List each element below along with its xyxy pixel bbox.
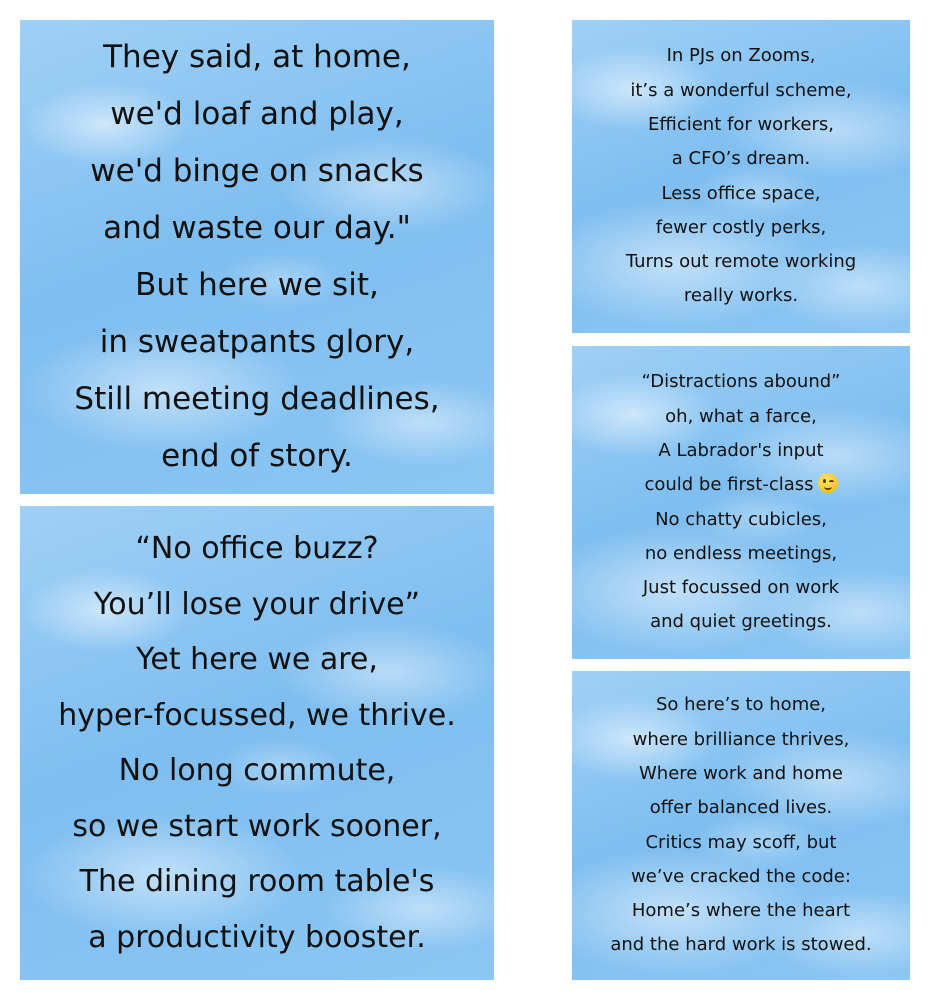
poem-line: Less office space, (661, 182, 821, 204)
poem-line: They said, at home, (103, 39, 411, 75)
poem-line: we’ve cracked the code: (631, 865, 851, 887)
poem-stanza (58, 521, 456, 965)
poem-line: Home’s where the heart (631, 900, 851, 922)
poem-line: Efficient for workers, (648, 113, 834, 135)
poem-line: end of story. (161, 438, 353, 474)
poem-panel-4 (572, 346, 910, 659)
poem-stanza (74, 29, 439, 485)
poem-panel-1 (20, 20, 494, 494)
poem-line: fewer costly perks, (655, 216, 827, 238)
poem-line: No chatty cubicles, (655, 508, 827, 530)
poem-line: we'd binge on snacks (90, 153, 424, 189)
poem-line: and the hard work is stowed. (610, 934, 872, 956)
poem-line: Critics may scoff, but (645, 831, 837, 853)
poem-line: offer balanced lives. (649, 797, 833, 819)
poem-line: and quiet greetings. (650, 611, 832, 633)
poem-line: Still meeting deadlines, (74, 381, 440, 417)
poem-line: Yet here we are, (136, 642, 378, 677)
poem-line: where brilliance thrives, (632, 728, 850, 750)
winking-face-icon (818, 473, 838, 493)
poem-line: But here we sit, (135, 267, 379, 303)
poem-line: Turns out remote working (625, 251, 857, 273)
poem-line: really works. (683, 285, 799, 307)
poem-line: a productivity booster. (88, 919, 426, 955)
poem-line-text: could be first-class (644, 474, 814, 496)
poem-line: hyper-focussed, we thrive. (58, 697, 456, 733)
poem-line: a CFO’s dream. (671, 148, 811, 170)
poem-line: You’ll lose your drive” (93, 586, 421, 622)
poem-panel-3 (572, 20, 910, 333)
poem-panel-2 (20, 506, 494, 980)
poem-line: it’s a wonderful scheme, (630, 79, 852, 101)
poem-line: Just focussed on work (642, 577, 840, 599)
poem-line: So here’s to home, (655, 694, 827, 716)
poem-line: so we start work sooner, (72, 808, 442, 844)
poem-panel-5 (572, 671, 910, 980)
poem-stanza (610, 688, 871, 962)
poem-line: In PJs on Zooms, (666, 45, 816, 67)
poem-line: we'd loaf and play, (110, 96, 404, 132)
poem-line: no endless meetings, (644, 542, 838, 564)
poem-line: and waste our day." (103, 210, 411, 246)
poem-line: The dining room table's (79, 864, 435, 899)
poem-line: Where work and home (639, 762, 843, 784)
poem-line: in sweatpants glory, (99, 324, 415, 360)
poem-line: A Labrador's input (658, 439, 824, 461)
poem-line: “Distractions abound” (641, 371, 841, 393)
poem-line-with-emoji (641, 468, 840, 502)
poem-line: “No office buzz? (135, 531, 379, 566)
poem-line: No long commute, (118, 753, 396, 788)
poem-line: oh, what a farce, (665, 405, 817, 427)
poem-stanza (641, 365, 840, 639)
poem-stanza (626, 39, 856, 313)
